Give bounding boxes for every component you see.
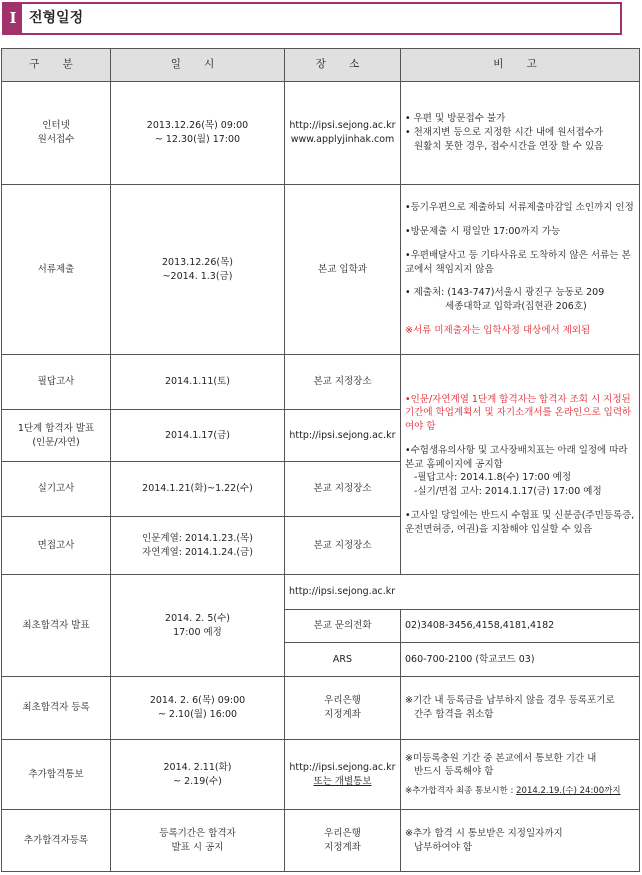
row-place: ARS <box>285 643 401 677</box>
row-date: 인문계열: 2014.1.23.(목) 자연계열: 2014.1.24.(금) <box>111 517 285 575</box>
row-place: 본교 문의전화 <box>285 610 401 643</box>
exam-remarks: •인문/자연계열 1단계 합격자는 합격자 조회 시 지정된 기간에 학업계획서 및 자기소개서를 온라인으로 입력하여야 함 •수험생유의사항 및 고사장배치표는 아래 일정에 따라 본교 홈페이지에 공지함 -필답고사: 2014.1.8(수) 17:00 예정 -실기/면접 고사: 2014.1.17(금) 17:00 예정 •고사일 당일에는 반드시 수험표 및 신분증(주민등록증, 운전면허증, 여권)을 지참해야 입실할 수 있음 <box>401 355 640 575</box>
row-category: 서류제출 <box>2 185 111 355</box>
row-date: 2014. 2. 6(목) 09:00 ~ 2.10(월) 16:00 <box>111 677 285 740</box>
header-remarks: 비 고 <box>401 49 640 82</box>
row-category: 추가합격통보 <box>2 740 111 810</box>
row-remarks: ※추가 합격 시 통보받은 지정일자까지 납부하여야 함 <box>401 810 640 872</box>
row-date: 2014. 2.11(화) ~ 2.19(수) <box>111 740 285 810</box>
row-remarks: • 우편 및 방문접수 불가 • 천재지변 등으로 지정한 시간 내에 원서접수가 원활치 못한 경우, 접수시간을 연장 할 수 있음 <box>401 82 640 185</box>
row-category: 추가합격자등록 <box>2 810 111 872</box>
row-remarks: 02)3408-3456,4158,4181,4182 <box>401 610 640 643</box>
row-category: 면접고사 <box>2 517 111 575</box>
row-date: 2014.1.11(토) <box>111 355 285 410</box>
row-place: 본교 지정장소 <box>285 462 401 517</box>
row-category: 최초합격자 등록 <box>2 677 111 740</box>
row-place: 본교 지정장소 <box>285 517 401 575</box>
table-row <box>2 355 640 410</box>
row-date: 2013.12.26(목) ~2014. 1.3(금) <box>111 185 285 355</box>
table-row <box>2 677 640 740</box>
section-title: 전형일정 <box>29 10 84 26</box>
table-row <box>2 810 640 872</box>
row-date: 2014.1.21(화)~1.22(수) <box>111 462 285 517</box>
row-place: 본교 지정장소 <box>285 355 401 410</box>
row-category: 1단계 합격자 발표 (인문/자연) <box>2 410 111 462</box>
section-number: I <box>4 4 22 33</box>
schedule-table <box>1 48 640 872</box>
row-place: http://ipsi.sejong.ac.kr <box>285 575 640 610</box>
row-place: http://ipsi.sejong.ac.kr <box>285 410 401 462</box>
row-remarks: 060-700-2100 (학교코드 03) <box>401 643 640 677</box>
row-category: 실기고사 <box>2 462 111 517</box>
table-row <box>2 740 640 810</box>
row-category: 필답고사 <box>2 355 111 410</box>
row-place: 본교 입학과 <box>285 185 401 355</box>
row-remarks: •등기우편으로 제출하되 서류제출마감일 소인까지 인정 •방문제출 시 평일만 17:00까지 가능 •우편배달사고 등 기타사유로 도착하지 않은 서류는 본교에서 책임지지 않음 • 제출처: (143-747)서울시 광진구 능동로 209 세종대학교 입학과(집현관 206호) ※서류 미제출자는 입학사정 대상에서 제외됨 <box>401 185 640 355</box>
table-row <box>2 575 640 610</box>
row-category: 인터넷 원서접수 <box>2 82 111 185</box>
row-date: 등록기간은 합격자 발표 시 공지 <box>111 810 285 872</box>
row-date: 2013.12.26(목) 09:00 ~ 12.30(월) 17:00 <box>111 82 285 185</box>
header-category: 구 분 <box>2 49 111 82</box>
table-row <box>2 185 640 355</box>
section-header <box>2 2 622 35</box>
row-place: 우리은행 지정계좌 <box>285 677 401 740</box>
row-date: 2014.1.17(금) <box>111 410 285 462</box>
row-place: http://ipsi.sejong.ac.kr www.applyjinhak.com <box>285 82 401 185</box>
row-remarks: ※기간 내 등록금을 납부하지 않을 경우 등록포기로 간주 합격을 취소함 <box>401 677 640 740</box>
table-row <box>2 82 640 185</box>
table-header-row <box>2 49 640 82</box>
row-place: 우리은행 지정계좌 <box>285 810 401 872</box>
row-category: 최초합격자 발표 <box>2 575 111 677</box>
header-datetime: 일 시 <box>111 49 285 82</box>
row-remarks: ※미등록충원 기간 중 본교에서 통보한 기간 내 반드시 등록해야 함 ※추가합격자 최종 통보시한 : 2014.2.19.(수) 24:00까지 <box>401 740 640 810</box>
row-place: http://ipsi.sejong.ac.kr 또는 개별통보 <box>285 740 401 810</box>
row-date: 2014. 2. 5(수) 17:00 예정 <box>111 575 285 677</box>
header-place: 장 소 <box>285 49 401 82</box>
